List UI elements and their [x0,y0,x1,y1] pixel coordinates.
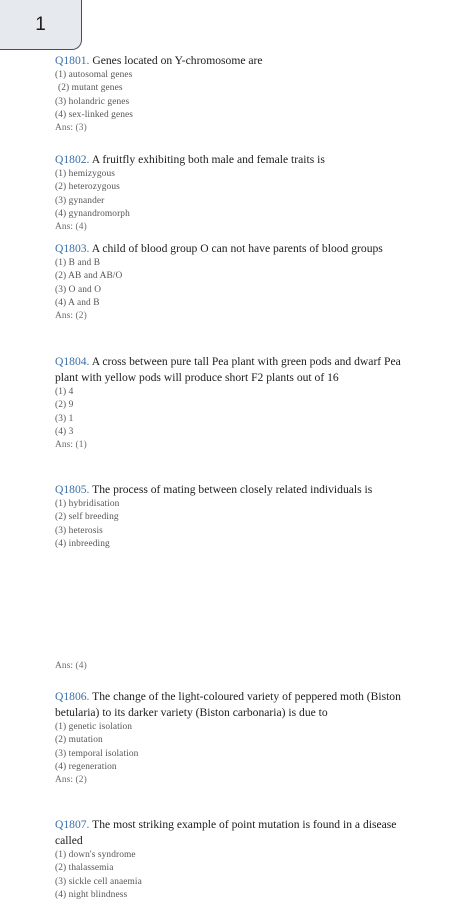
option: (4) 3 [55,426,74,437]
option: (3) holandric genes [55,96,130,107]
question-block [55,354,407,452]
question-number: Q1803. [55,242,90,255]
option: (2) AB and AB/O [55,271,123,282]
option: (1) autosomal genes [55,70,133,80]
question-block [55,53,407,135]
question-block [55,689,407,787]
answer: Ans: (4) [55,661,87,671]
option: (2) mutant genes [58,83,123,94]
question-text: Genes located on Y-chromosome are [89,54,263,67]
answer: Ans: (1) [55,440,87,451]
option: (1) genetic isolation [55,722,133,732]
answer: Ans: (3) [55,123,87,134]
question-number: Q1804. [55,355,90,368]
option: (4) inbreeding [55,538,110,549]
option: (3) heterosis [55,525,103,536]
option: (1) down's syndrome [55,850,136,860]
answer: Ans: (2) [55,311,87,322]
option: (4) sex-linked genes [55,109,134,120]
question-title [55,817,407,849]
option: (2) thalassemia [55,863,114,874]
option: (4) regeneration [55,761,117,772]
option: (1) hemizygous [55,169,115,179]
option: (1) B and B [55,258,101,268]
question-text: A fruitfly exhibiting both male and female traits is [89,153,325,166]
question-number: Q1801. [55,54,90,67]
question-title [55,241,407,257]
option: (3) gynander [55,195,105,206]
question-block [55,482,407,551]
option: (3) temporal isolation [55,748,139,759]
question-title [55,152,407,168]
question-number: Q1805. [55,483,90,496]
question-number: Q1807. [55,818,90,831]
question-block [55,152,407,234]
question-block [55,241,407,323]
option: (2) self breeding [55,512,119,523]
option: (2) heterozygous [55,182,120,193]
question-title [55,53,407,69]
option: (1) hybridisation [55,499,120,509]
option: (2) 9 [55,400,74,411]
question-text: The process of mating between closely related individuals is [89,483,373,496]
option: (4) night blindness [55,889,128,900]
page-number: 1 [35,13,46,35]
question-text: A cross between pure tall Pea plant with green pods and dwarf Pea plant with yellow pods will produce short F2 plants out of 16 [55,355,401,384]
question-title [55,482,407,498]
page-number-badge [0,0,82,50]
question-text: A child of blood group O can not have parents of blood groups [89,242,383,255]
option: (3) O and O [55,284,102,295]
question-block [55,817,407,902]
question-number: Q1806. [55,690,90,703]
question-title [55,354,407,386]
option: (4) gynandromorph [55,208,130,219]
answer: Ans: (2) [55,775,87,786]
question-title [55,689,407,721]
answer: Ans: (4) [55,222,87,233]
option: (3) 1 [55,413,74,424]
question-text: The most striking example of point mutation is found in a disease called [55,818,397,847]
question-text: The change of the light-coloured variety of peppered moth (Biston betularia) to its darker variety (Biston carbonaria) is due to [55,690,401,719]
option: (1) 4 [55,387,74,397]
option: (2) mutation [55,735,103,746]
option: (4) A and B [55,297,100,308]
option: (3) sickle cell anaemia [55,876,142,887]
question-number: Q1802. [55,153,90,166]
